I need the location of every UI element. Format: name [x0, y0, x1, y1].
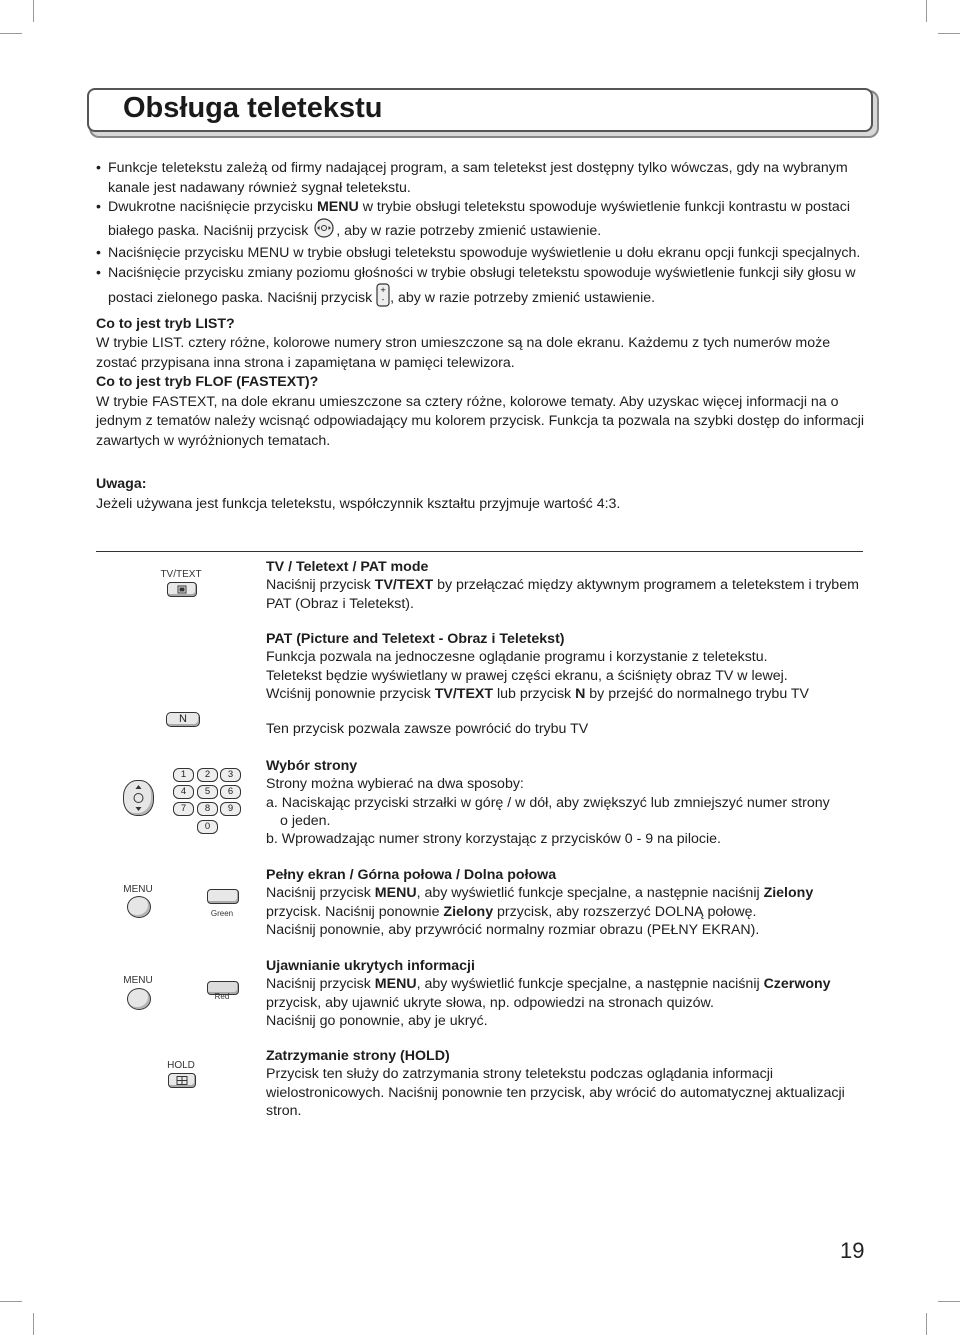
section-divider [96, 551, 863, 552]
intro-content [96, 159, 866, 514]
key-0: 0 [197, 820, 218, 834]
menu-keyword: MENU [316, 199, 359, 215]
bullet-item [96, 264, 866, 314]
section-text: Naciśnij przycisk TV/TEXT by przełączać między aktywnym programem a teletekstem i trybem PAT (Obraz i Teletekst). [266, 577, 859, 612]
tvtext-label: TV/TEXT [160, 569, 202, 580]
key-8: 8 [197, 802, 218, 816]
section-line: Wciśnij ponownie przycisk TV/TEXT lub przycisk N by przejść do normalnego trybu TV [266, 685, 810, 702]
hold-label: HOLD [167, 1060, 195, 1071]
key-3: 3 [220, 768, 241, 782]
section-title: Ujawnianie ukrytych informacji [266, 958, 475, 974]
key-6: 6 [220, 785, 241, 799]
section-title: Wybór strony [266, 758, 358, 774]
page-number: 19 [840, 1238, 865, 1263]
key-4: 4 [173, 785, 194, 799]
crop-mark [926, 1313, 927, 1335]
bullet-text: , aby w razie potrzeby zmienić ustawienie. [336, 222, 602, 239]
menu-button-icon [127, 988, 151, 1010]
bullet-text: w trybie obsługi teletekstu spowoduje wyświetlenie funkcji kontrastu w postaci białego paska. Naciśnij przycisk [108, 199, 851, 239]
crop-mark [938, 33, 960, 34]
crop-mark [938, 1301, 960, 1302]
bullet-text: Naciśnięcie przycisku zmiany poziomu głośności w trybie obsługi teletekstu spowoduje wyświetlenie funkcji siły głosu w postaci zielonego paska. Naciśnij przycisk [108, 264, 856, 306]
section-line: a. Naciskając przyciski strzałki w górę / w dół, aby zwiększyć lub zmniejszyć numer strony [266, 794, 830, 811]
key-1: 1 [173, 768, 194, 782]
section-text: Naciśnij przycisk MENU, aby wyświetlić funkcje specjalne, a następnie naciśnij Zielony przycisk. Naciśnij ponownie Zielony przycisk, aby rozszerzyć DOLNĄ połowę. [266, 885, 814, 920]
n-button-icon: N [166, 712, 200, 727]
section-pat [266, 630, 866, 738]
svg-text:+: + [380, 286, 387, 294]
hold-button-icon [168, 1073, 196, 1088]
bullet-item [96, 244, 866, 264]
flof-answer: W trybie FASTEXT, na dole ekranu umieszczone sa cztery różne, kolorowe tematy. Aby uzyskac więcej informacji na o jednym z tematów należy wcisnąć odpowiadający mu kolorem przycisk. Funkcja ta pozwala na szybki dostęp do informacji zawartych w wyróżnionych tematach. [96, 393, 865, 449]
section-text: Przycisk ten służy do zatrzymania strony teletekstu podczas oglądania informacji wielostronicowych. Naciśnij ponownie ten przycisk, aby wrócić do automatycznej aktualizacji stron. [266, 1066, 845, 1119]
volume-rocker-icon [376, 283, 390, 314]
crop-mark [0, 33, 22, 34]
green-button-icon [207, 889, 239, 904]
menu-label: MENU [123, 884, 153, 895]
tvtext-button-icon [167, 582, 197, 597]
section-title: Zatrzymanie strony (HOLD) [266, 1048, 450, 1064]
key-7: 7 [173, 802, 194, 816]
left-right-button-icon [312, 218, 336, 245]
section-reveal [266, 957, 866, 1030]
bullet-text: , aby w razie potrzeby zmienić ustawienie. [390, 290, 656, 306]
bullet-text: Naciśnięcie przycisku MENU w trybie obsługi teletekstu spowoduje wyświetlenie u dołu ekranu opcji funkcji specjalnych. [108, 245, 861, 261]
key-5: 5 [197, 785, 218, 799]
title-box [87, 88, 873, 132]
crop-mark [33, 1313, 34, 1335]
red-label: Red [214, 992, 230, 1001]
section-line: o jeden. [280, 812, 331, 829]
list-question: Co to jest tryb LIST? [96, 315, 235, 332]
page-title: Obsługa teletekstu [123, 92, 383, 124]
key-2: 2 [197, 768, 218, 782]
flof-question: Co to jest tryb FLOF (FASTEXT)? [96, 374, 319, 390]
section-line: Teletekst będzie wyświetlany w prawej części ekranu, a ściśnięty obraz TV w lewej. [266, 667, 788, 684]
menu-label: MENU [123, 975, 153, 986]
crop-mark [926, 0, 927, 22]
list-answer: W trybie LIST. cztery różne, kolorowe numery stron umieszczone są na dole ekranu. Każdemu z tych numerów może zostać przypisana inna strona i zapamiętana w pamięci telewizora. [96, 335, 831, 371]
section-title: TV / Teletext / PAT mode [266, 559, 429, 575]
bullet-text: Funkcje teletekstu zależą od firmy nadającej program, a sam teletekst jest dostępny tylko wówczas, gdy na wybranym kanale jest nadawany również sygnał teletekstu. [108, 160, 848, 196]
svg-text:-: - [381, 296, 385, 304]
section-page-select [266, 757, 866, 848]
section-line: Strony można wybierać na dwa sposoby: [266, 776, 524, 793]
note-text: Jeżeli używana jest funkcja teletekstu, współczynnik kształtu przyjmuje wartość 4:3. [96, 495, 621, 512]
menu-button-icon [127, 896, 151, 918]
key-9: 9 [220, 802, 241, 816]
section-line: Naciśnij go ponownie, aby je ukryć. [266, 1012, 488, 1029]
crop-mark [33, 0, 34, 22]
crop-mark [0, 1301, 22, 1302]
up-down-button-icon [123, 780, 154, 816]
intro-bullets [96, 159, 866, 314]
section-title: Pełny ekran / Górna połowa / Dolna połowa [266, 867, 557, 883]
section-line: b. Wprowadzając numer strony korzystając z przycisków 0 - 9 na pilocie. [266, 831, 721, 848]
section-tv-mode [266, 558, 866, 613]
section-text: Naciśnij przycisk MENU, aby wyświetlić funkcje specjalne, a następnie naciśnij Czerwony przycisk, aby ujawnić ukryte słowa, np. odpowiedzi na stronach quizów. [266, 976, 831, 1011]
bullet-item [96, 198, 866, 244]
bullet-text: Dwukrotne naciśnięcie przycisku [108, 199, 317, 215]
section-hold [266, 1047, 866, 1120]
section-line: Funkcja pozwala na jednoczesne oglądanie programu i korzystanie z teletekstu. [266, 649, 768, 666]
note-label: Uwaga: [96, 476, 147, 492]
section-line: Naciśnij ponownie, aby przywrócić normalny rozmiar obrazu (PEŁNY EKRAN). [266, 921, 760, 938]
bullet-item [96, 159, 866, 198]
section-line: Ten przycisk pozwala zawsze powrócić do trybu TV [266, 721, 589, 738]
section-title: PAT (Picture and Teletext - Obraz i Teletekst) [266, 631, 565, 647]
green-label: Green [210, 909, 234, 918]
section-full-screen [266, 866, 866, 939]
